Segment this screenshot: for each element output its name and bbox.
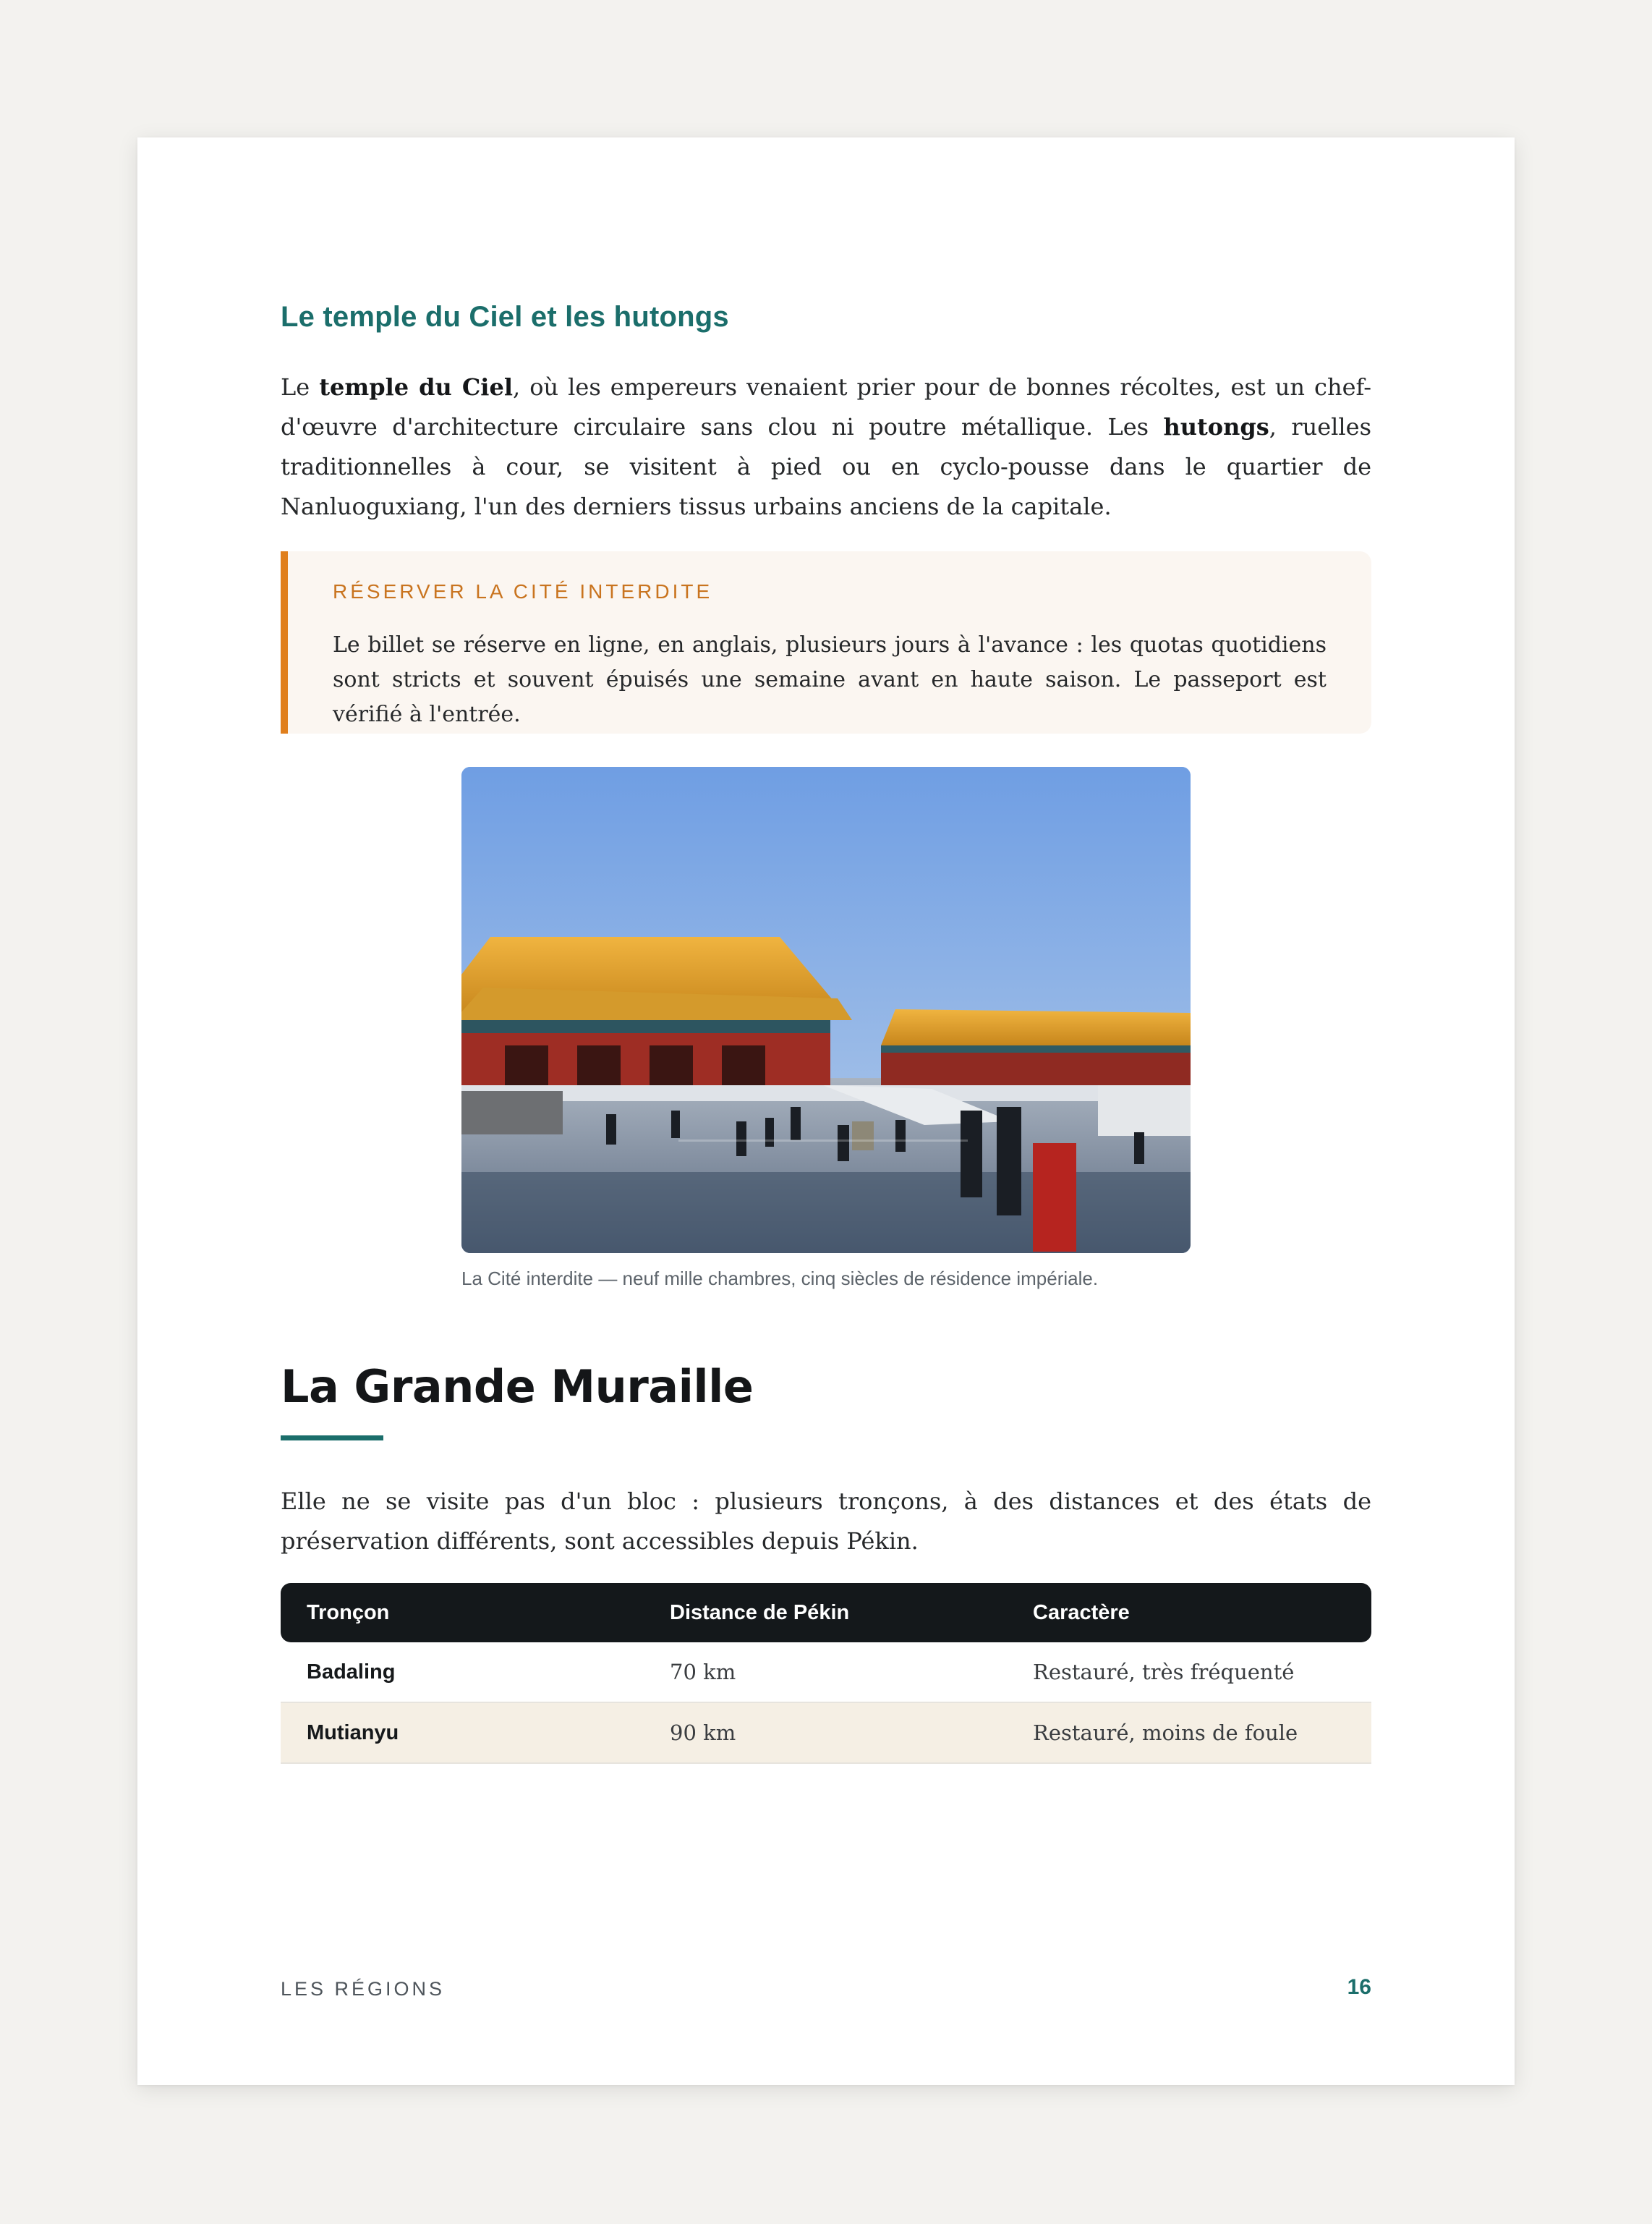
forbidden-city-photo <box>461 767 1191 1253</box>
table-cell-section: Mutianyu <box>281 1703 644 1764</box>
paragraph-text: , ruelles traditionnelles à cour, se visitent à pied ou en cyclo-pousse dans le quartier de Nanluoguxiang, l'un des derniers tissus urbains anciens de la capitale. <box>281 413 1372 520</box>
table-header-cell: Tronçon <box>281 1583 644 1642</box>
callout-title: RÉSERVER LA CITÉ INTERDITE <box>333 580 713 603</box>
chapter-heading: La Grande Muraille <box>281 1360 754 1413</box>
paragraph-bold-term: temple du Ciel <box>319 373 513 401</box>
table-header-cell: Distance de Pékin <box>644 1583 1007 1642</box>
section-heading: Le temple du Ciel et les hutongs <box>281 301 729 333</box>
document-page <box>137 137 1515 2085</box>
tip-callout <box>281 551 1371 734</box>
page-number: 16 <box>1347 1975 1371 1999</box>
sections-table <box>281 1583 1371 1764</box>
footer-section-label: LES RÉGIONS <box>281 1978 446 2000</box>
table-row <box>281 1703 1371 1764</box>
paragraph-text: Le <box>281 373 320 401</box>
paragraph-text: , où les empereurs venaient prier pour de bonnes récoltes, est un chef-d'œuvre d'architecture circulaire sans clou ni poutre métallique. Les <box>281 373 1372 441</box>
callout-text: Le billet se réserve en ligne, en anglais, plusieurs jours à l'avance : les quotas quotidiens sont stricts et souvent épuisés une semaine avant en haute saison. Le passeport est vérifié à l'entrée. <box>333 632 1327 727</box>
heading-underline <box>281 1435 383 1440</box>
chapter-paragraph: Elle ne se visite pas d'un bloc : plusieurs tronçons, à des distances et des états de préservation différents, sont accessibles depuis Pékin. <box>281 1487 1371 1555</box>
table-cell-section: Badaling <box>281 1642 644 1703</box>
table-cell-character: Restauré, moins de foule <box>1007 1703 1371 1764</box>
photo-caption: La Cité interdite — neuf mille chambres, cinq siècles de résidence impériale. <box>461 1268 1099 1289</box>
table-cell-character: Restauré, très fréquenté <box>1007 1642 1371 1703</box>
paragraph-bold-term: hutongs <box>1163 413 1269 441</box>
table-row <box>281 1642 1371 1703</box>
table-header-row <box>281 1583 1371 1642</box>
section-paragraph <box>281 368 1371 527</box>
table-header-cell: Caractère <box>1007 1583 1371 1642</box>
table-cell-distance: 90 km <box>644 1703 1007 1764</box>
table-cell-distance: 70 km <box>644 1642 1007 1703</box>
